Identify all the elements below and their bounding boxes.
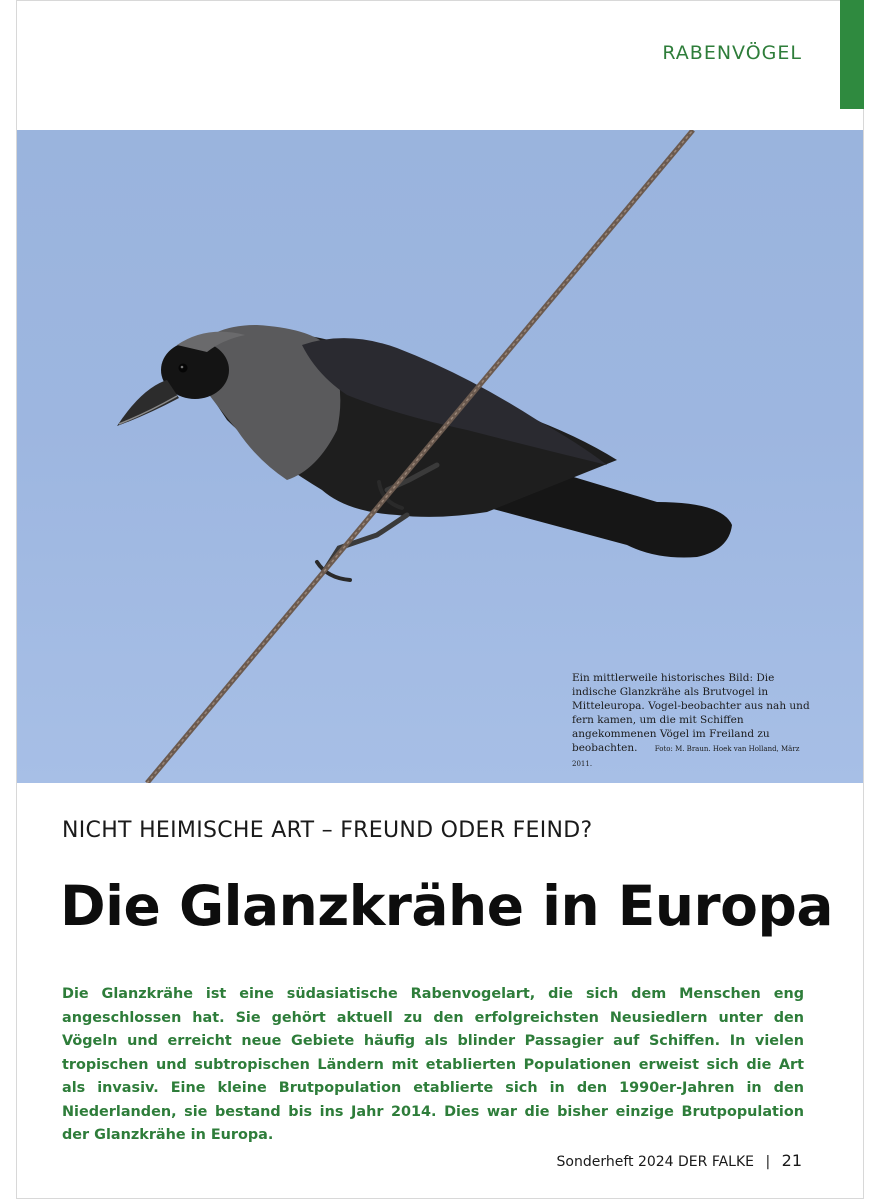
article-lead: Die Glanzkrähe ist eine südasiatische Rabenvogelart, die sich dem Menschen eng angeschlossen hat. Sie gehört aktuell zu den erfolgreichsten Neusiedlern unter den Vögeln und erreicht neue Gebiete häufig als blinder Passagier auf Schiffen. In vielen tropischen und subtropischen Ländern mit etablierten Populationen erweist sich die Art als invasiv. Eine kleine Brutpopulation etablierte sich in den 1990er-Jahren in den Niederlanden, sie bestand bis ins Jahr 2014. Dies war die bisher einzige Brutpopulation der Glanzkrähe in Europa.: [62, 986, 804, 1143]
article-title: Die Glanzkrähe in Europa: [60, 874, 833, 938]
footer-separator: |: [765, 1154, 771, 1170]
article-kicker: NICHT HEIMISCHE ART – FREUND ODER FEIND?: [62, 818, 593, 843]
photo-credit: Foto: M. Braun. Hoek van Holland, März 2011.: [572, 745, 800, 768]
page-number: 21: [781, 1151, 802, 1170]
footer-issue: Sonderheft 2024: [556, 1154, 674, 1170]
crow-eye: [179, 364, 188, 373]
section-label: RABENVÖGEL: [662, 42, 802, 64]
section-color-tab: [840, 0, 864, 109]
page-footer: [557, 1151, 803, 1170]
footer-magazine: DER FALKE: [678, 1154, 755, 1170]
photo-caption: [572, 671, 812, 771]
crow-beak: [117, 380, 179, 426]
caption-text: Ein mittlerweile historisches Bild: Die indische Glanzkrähe als Brutvogel in Mitteleuropa. Vogel-beobachter aus nah und fern kamen, um die mit Schiffen angekommenen Vögel im Freiland zu beobachten.: [572, 672, 810, 754]
